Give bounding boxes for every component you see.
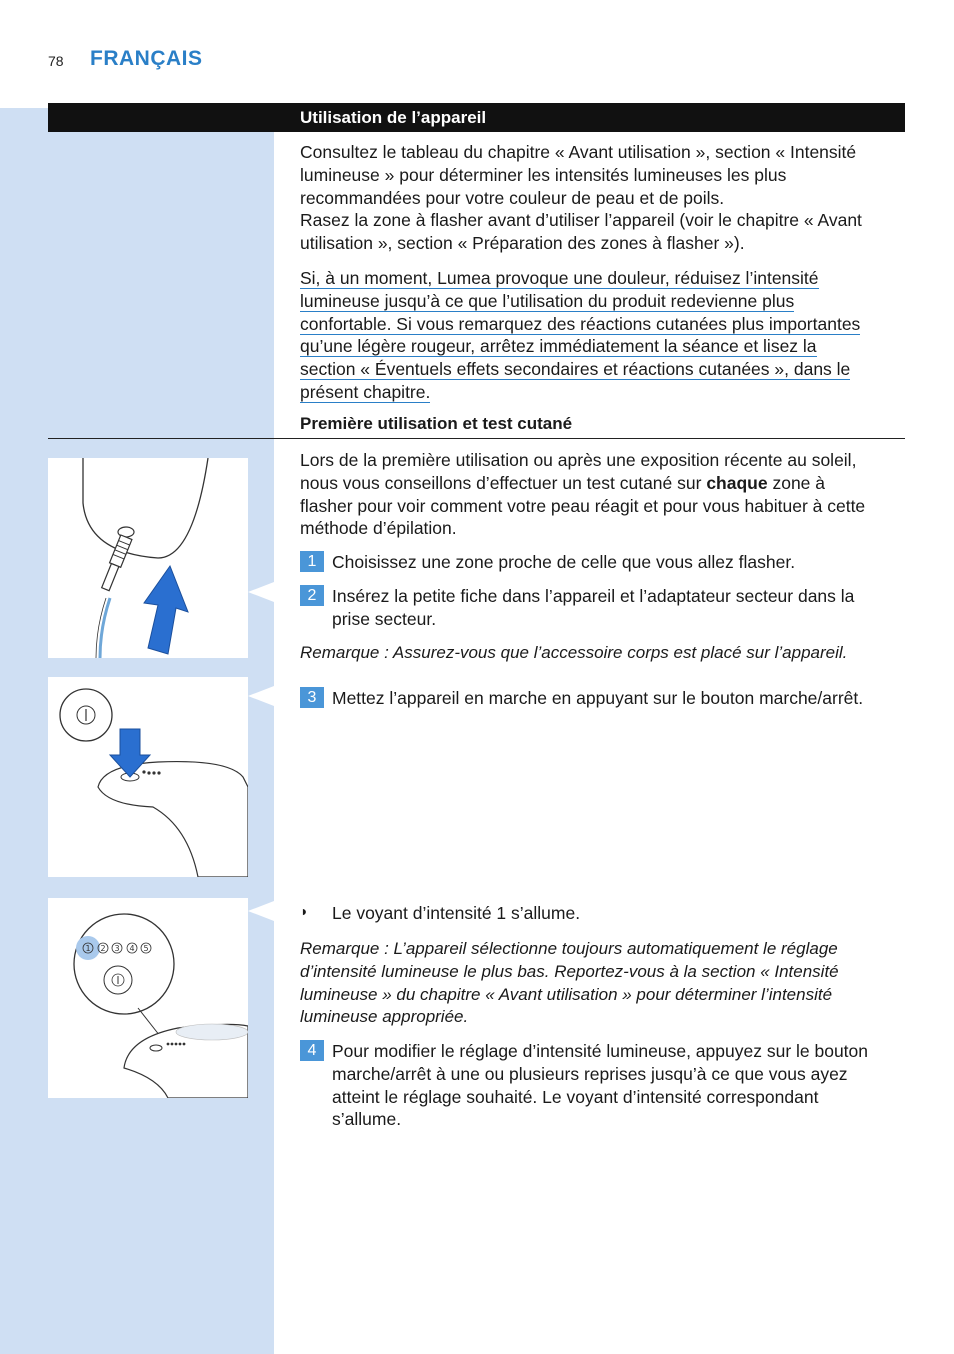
step-line: marche/arrêt à une ou plusieurs reprises jusqu’à ce que vous ayez — [332, 1063, 848, 1084]
step-number: 4 — [300, 1040, 324, 1061]
intro-line: lumineuse » pour déterminer les intensités lumineuses les plus — [300, 164, 787, 185]
intensity-light-illustration — [48, 898, 248, 1098]
up-arrow-icon — [144, 566, 188, 654]
note-lowest-setting — [300, 938, 890, 1029]
page-number: 78 — [48, 53, 64, 69]
note-line: Remarque : L’appareil sélectionne toujours automatiquement le réglage — [300, 939, 838, 958]
paragraph-line — [300, 472, 905, 495]
warning-line: Si, à un moment, Lumea provoque une douleur, réduisez l’intensité — [300, 268, 819, 288]
step-line: s’allume. — [332, 1109, 402, 1130]
intro-line: Rasez la zone à flasher avant d’utiliser l’appareil (voir le chapitre « Avant — [300, 210, 862, 231]
step-line: Insérez la petite fiche dans l’appareil et l’adaptateur secteur dans la — [332, 586, 855, 606]
subsection-title: Première utilisation et test cutané — [300, 414, 573, 433]
illustration-pointer — [248, 901, 274, 921]
step-number: 3 — [300, 687, 324, 708]
text-run: nous vous conseillons d’effectuer un test cutané sur — [300, 472, 707, 493]
note-body-attachment: Remarque : Assurez-vous que l’accessoire corps est placé sur l’appareil. — [300, 643, 848, 662]
text-run: zone à — [767, 472, 825, 493]
power-on-illustration — [48, 677, 248, 877]
intro-line: Consultez le tableau du chapitre « Avant utilisation », section « Intensité — [300, 142, 857, 162]
step-3 — [300, 687, 905, 710]
step-line: prise secteur. — [332, 608, 437, 629]
bold-word: chaque — [706, 472, 768, 493]
step-4 — [300, 1040, 905, 1131]
step-text — [332, 585, 905, 631]
plug-in-illustration — [48, 458, 248, 658]
level-2-label: 2 — [100, 944, 106, 953]
warning-line: section « Éventuels effets secondaires et réactions cutanées », dans le — [300, 359, 851, 380]
warning-paragraph — [300, 267, 905, 404]
section-title: Utilisation de l’appareil — [300, 108, 487, 127]
paragraph-line: méthode d’épilation. — [300, 518, 457, 539]
bullet-text: Le voyant d’intensité 1 s’allume. — [332, 903, 581, 923]
paragraph-line: flasher pour voir comment votre peau réagit et pour vous habituer à cette — [300, 495, 866, 516]
warning-line: confortable. Si vous remarquez des réactions cutanées plus importantes — [300, 313, 861, 334]
illustration-pointer — [248, 582, 274, 602]
step-text: Choisissez une zone proche de celle que vous allez flasher. — [332, 552, 796, 572]
warning-line: qu’une légère rougeur, arrêtez immédiatement la séance et lisez la — [300, 336, 817, 357]
illustration-pointer — [248, 686, 274, 706]
intensity-indicator-drawing — [48, 898, 248, 1098]
step-text: Mettez l’appareil en marche en appuyant sur le bouton marche/arrêt. — [332, 688, 864, 708]
step-line: Pour modifier le réglage d’intensité lumineuse, appuyez sur le bouton — [332, 1041, 869, 1061]
paragraph-line: Lors de la première utilisation ou après une exposition récente au soleil, — [300, 450, 857, 470]
step-text — [332, 1040, 905, 1131]
step-number: 2 — [300, 585, 324, 606]
step-line: atteint le réglage souhaité. Le voyant d’intensité correspondant — [332, 1086, 819, 1107]
note-line: d’intensité lumineuse le plus bas. Reportez-vous à la section « Intensité — [300, 961, 839, 981]
step-number: 1 — [300, 551, 324, 572]
section-title-bar — [48, 103, 905, 132]
device-plug-drawing — [48, 458, 248, 658]
language-heading: FRANÇAIS — [90, 47, 203, 70]
level-5-label: 5 — [143, 944, 149, 953]
intro-paragraph — [300, 141, 905, 255]
skin-test-paragraph — [300, 449, 905, 540]
level-3-label: 3 — [114, 944, 120, 953]
warning-line: présent chapitre. — [300, 381, 431, 402]
step-2 — [300, 585, 905, 631]
warning-line: lumineuse jusqu’à ce que l’utilisation du produit redevienne plus — [300, 290, 795, 311]
level-4-label: 4 — [129, 944, 135, 953]
intro-line: utilisation », section « Préparation des zones à flasher »). — [300, 233, 745, 254]
divider — [48, 438, 905, 439]
level-1-label: 1 — [85, 944, 91, 953]
step-1 — [300, 551, 905, 574]
power-button-drawing — [48, 677, 248, 877]
note-line: lumineuse » du chapitre « Avant utilisation » pour déterminer l’intensité — [300, 984, 833, 1004]
bullet-icon: ◗ — [300, 903, 309, 919]
intro-line: recommandées pour votre couleur de peau et de poils. — [300, 187, 725, 208]
note-line: lumineuse appropriée. — [300, 1007, 469, 1027]
